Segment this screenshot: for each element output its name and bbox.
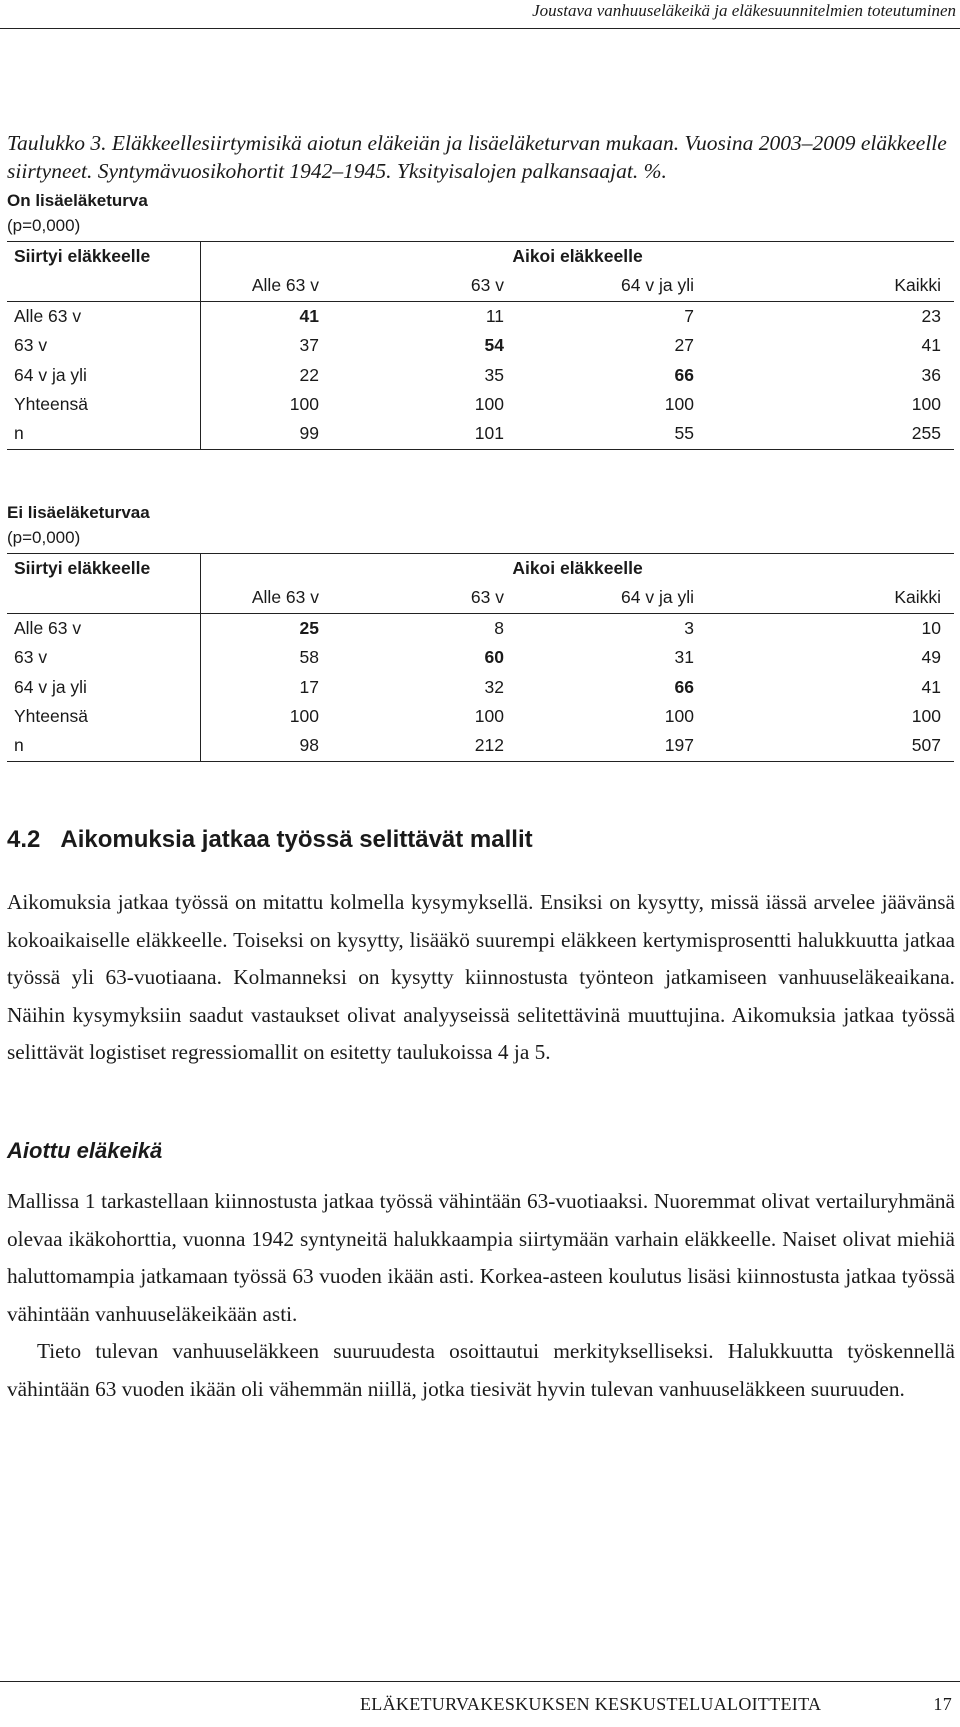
table-cell: 55 (504, 419, 694, 449)
subsection-body (7, 1183, 955, 1409)
table-cell: 32 (484, 676, 504, 697)
table-cell: 25 (299, 617, 319, 638)
table-2-pvalue: (p=0,000) (7, 528, 81, 547)
table-2-heading: Ei lisäeläketurvaa (7, 503, 150, 522)
table-cell: 60 (484, 647, 504, 668)
page-footer (0, 1681, 960, 1727)
table-row (7, 301, 954, 331)
table-cell: 100 (911, 394, 941, 415)
table-cell: 100 (664, 706, 694, 727)
table-2-grid (7, 553, 954, 762)
table-row (7, 673, 954, 702)
table-1-col-group: Aikoi eläkkeelle (201, 242, 955, 272)
table-2-col-group: Aikoi eläkkeelle (201, 554, 955, 584)
table-cell: 31 (674, 647, 694, 668)
table-row (7, 361, 954, 390)
table-row (7, 613, 954, 643)
footer-publisher: ELÄKETURVAKESKUKSEN KESKUSTELUALOITTEITA (360, 1694, 822, 1714)
subsection-heading: Aiottu eläkeikä (7, 1138, 163, 1163)
table-1-col-header: Alle 63 v (201, 271, 320, 301)
table-cell: 41 (921, 335, 941, 356)
row-label: Yhteensä (7, 390, 201, 419)
table-cell: 100 (474, 706, 504, 727)
table-cell: 27 (674, 335, 694, 356)
table-cell: 100 (289, 394, 319, 415)
table-cell: 98 (201, 731, 320, 761)
section-body (7, 884, 955, 1072)
table-cell: 35 (484, 364, 504, 385)
table-1-row-header: Siirtyi eläkkeelle (7, 242, 201, 272)
table-1-col-header: Kaikki (694, 271, 954, 301)
table-cell: 99 (201, 419, 320, 449)
running-head-text: Joustava vanhuuseläkeikä ja eläkesuunnitelmien toteutuminen (532, 1, 956, 20)
table-cell: 66 (674, 364, 694, 385)
table-cell: 100 (911, 706, 941, 727)
table-row (7, 331, 954, 360)
table-caption: Taulukko 3. Eläkkeellesiirtymisikä aiotun eläkeiän ja lisäeläketurvan mukaan. Vuosina 2003–2009 eläkkeelle siirtyneet. Syntymävuosikohortit 1942–1945. Yksityisalojen palkansaajat. %. (7, 131, 947, 183)
section-paragraph: Aikomuksia jatkaa työssä on mitattu kolmella kysymyksellä. Ensiksi on kysytty, missä iässä arvelee jäävänsä kokoaikaiselle eläkkeelle. Toiseksi on kysytty, lisääkö suurempi eläkkeen kertymisprosentti halukkuutta jatkaa työssä yli 63-vuotiaana. Kolmanneksi on kysytty kiinnostusta työnteon jatkamiseen vanhuuseläkeaikana. Näihin kysymyksiin saadut vastaukset olivat analyyseissä selitettävinä muuttujina. Aikomuksia jatkaa työssä selittävät logistiset regressiomallit on esitetty taulukoissa 4 ja 5. (7, 890, 955, 1065)
row-label: Alle 63 v (7, 613, 201, 643)
table-row (7, 390, 954, 419)
table-cell: 100 (289, 706, 319, 727)
table-cell: 41 (921, 676, 941, 697)
table-1-pvalue: (p=0,000) (7, 216, 81, 235)
table-row (7, 643, 954, 672)
table-cell: 101 (319, 419, 504, 449)
row-label: n (7, 419, 201, 449)
row-label: Yhteensä (7, 702, 201, 731)
row-label: 64 v ja yli (7, 673, 201, 702)
table-1 (7, 188, 954, 450)
table-row (7, 702, 954, 731)
subsection-paragraph-2: Tieto tulevan vanhuuseläkkeen suuruudesta osoittautui merkitykselliseksi. Halukkuutta työskennellä vähintään 63 vuoden ikään oli vähemmän niillä, jotka tiesivät hyvin tulevan vanhuuseläkkeen suuruuden. (7, 1339, 955, 1401)
table-cell: 54 (484, 335, 504, 356)
table-cell: 41 (299, 305, 319, 326)
table-cell: 66 (674, 676, 694, 697)
section-heading (7, 826, 533, 854)
table-cell: 212 (319, 731, 504, 761)
table-cell: 100 (474, 394, 504, 415)
table-cell: 197 (504, 731, 694, 761)
table-1-col-header: 64 v ja yli (504, 271, 694, 301)
table-cell: 7 (684, 305, 694, 326)
table-cell: 58 (299, 647, 319, 668)
table-row (7, 419, 954, 449)
table-cell: 49 (921, 647, 941, 668)
table-cell: 100 (664, 394, 694, 415)
table-1-grid (7, 241, 954, 450)
row-label: 63 v (7, 643, 201, 672)
table-cell: 23 (921, 305, 941, 326)
table-2-col-header: Alle 63 v (201, 583, 320, 613)
running-head (0, 0, 960, 29)
row-label: Alle 63 v (7, 301, 201, 331)
table-cell: 8 (494, 617, 504, 638)
table-cell: 17 (299, 676, 319, 697)
table-cell: 36 (921, 364, 941, 385)
table-cell: 255 (694, 419, 954, 449)
page-number: 17 (933, 1694, 952, 1714)
section-number: 4.2 (7, 826, 41, 853)
table-2-col-header: 64 v ja yli (504, 583, 694, 613)
table-1-col-header: 63 v (319, 271, 504, 301)
row-label: 63 v (7, 331, 201, 360)
table-cell: 10 (921, 617, 941, 638)
table-2-col-header: 63 v (319, 583, 504, 613)
row-label: 64 v ja yli (7, 361, 201, 390)
table-2-row-header: Siirtyi eläkkeelle (7, 554, 201, 584)
subsection-paragraph-1: Mallissa 1 tarkastellaan kiinnostusta jatkaa työssä vähintään 63-vuotiaaksi. Nuoremmat olivat vertailuryhmänä olevaa ikäkohorttia, vuonna 1942 syntyneitä halukkaampia siirtymään varhain eläkkeelle. Naiset olivat miehiä haluttomampia jatkamaan työssä 63 vuoden ikään asti. Korkea-asteen koulutus lisäsi kiinnostusta jatkaa työssä vähintään vanhuuseläkeikään asti. (7, 1189, 955, 1326)
table-2-col-header: Kaikki (694, 583, 954, 613)
section-title: Aikomuksia jatkaa työssä selittävät mallit (60, 826, 533, 853)
table-cell: 11 (485, 305, 504, 326)
table-cell: 507 (694, 731, 954, 761)
table-1-heading: On lisäeläketurva (7, 191, 148, 210)
table-2 (7, 500, 954, 762)
row-label: n (7, 731, 201, 761)
table-cell: 37 (299, 335, 319, 356)
table-row (7, 731, 954, 761)
table-cell: 3 (684, 617, 694, 638)
table-cell: 22 (299, 364, 319, 385)
